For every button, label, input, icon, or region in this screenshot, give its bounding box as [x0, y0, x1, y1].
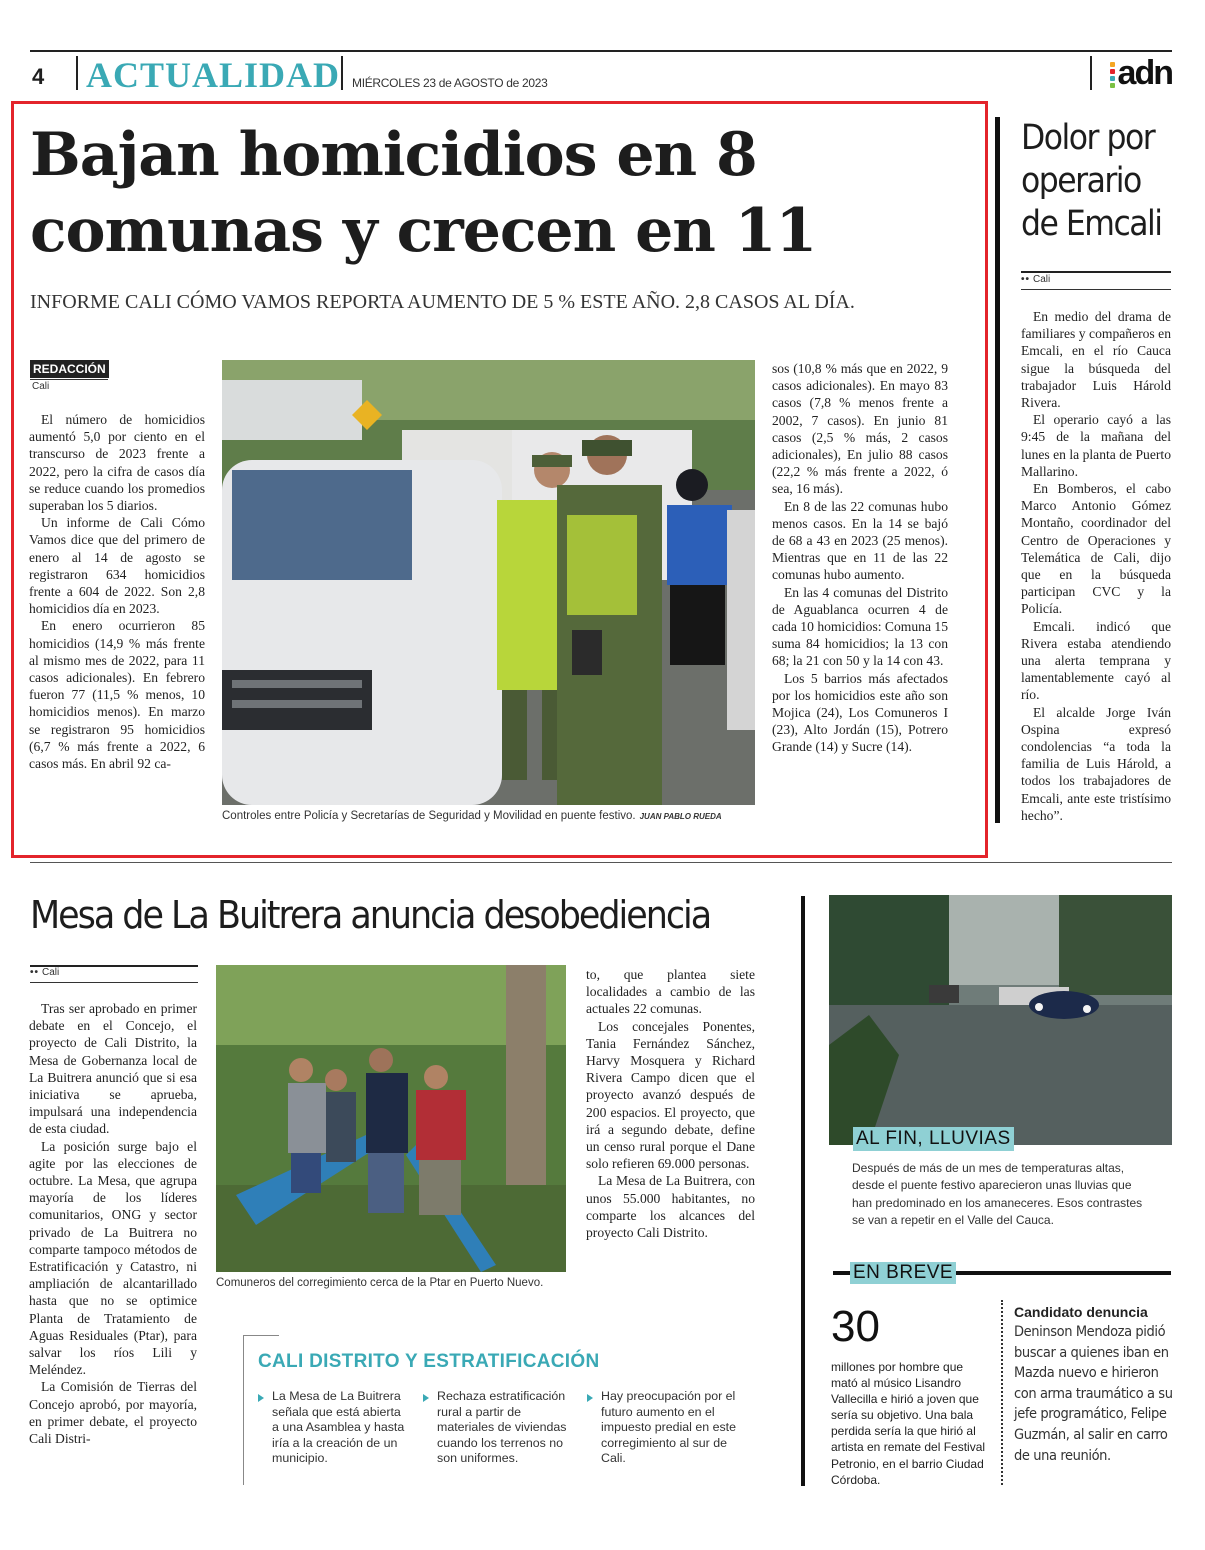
dateline-city: Cali — [32, 381, 50, 392]
paragraph: En enero ocurrieron 85 homicidios (14,9 % más frente al mismo mes de 2022, para 11 casos adicionales). En febrero fueron 77 (11,5 % menos, 10 homicidios menos). En marzo se registraron 95 homicidios (6,7 % más frente a 2022, 6 casos más. En abril 92 ca- — [29, 618, 205, 772]
infobox-cali-distrito — [243, 1335, 770, 1485]
mesa-photo-caption: Comuneros del corregimiento cerca de la Ptar en Puerto Nuevo. — [216, 1277, 544, 1289]
mesa-headline: Mesa de La Buitrera anuncia desobediencia — [30, 893, 711, 937]
police-checkpoint-illustration — [222, 360, 755, 805]
mesa-thin-rule — [30, 982, 198, 983]
rain-caption: Después de más de un mes de temperaturas altas, desde el puente festivo aparecieron unas lluvias que han predominado en los amaneceres. Esos contrastes se van a repetir en el Valle del Cauca. — [852, 1161, 1143, 1227]
infobox-bullet — [258, 1389, 408, 1467]
paragraph: Tras ser aprobado en primer debate en el Concejo, el proyecto de Cali Distrito, la Mesa de Gobernanza local de La Buitrera anunció que si esa iniciativa se aprueba, impulsará una independencia de esta ciudad. — [29, 1001, 197, 1137]
sidebar-column — [1021, 308, 1171, 824]
paragraph: En medio del drama de familiares y compañeros en Emcali, en el río Cauca sigue la búsqueda del trabajador Luis Hárold Rivera. — [1021, 309, 1171, 411]
brief-divider — [1001, 1300, 1003, 1485]
sidebar-divider — [995, 117, 1000, 823]
paragraph: Los 5 barrios más afectados por los homicidios este año son Mojica (24), Los Comuneros I (23), Alto Jordán (15), Potrero Grande (14) y Sucre (14). — [772, 670, 948, 755]
comuneros-illustration — [216, 965, 566, 1272]
masthead-divider — [341, 56, 343, 90]
paragraph: En Bomberos, el cabo Marco Antonio Gómez Montaño, coordinador del Centro de Operaciones y Telemática de Cali, dijo que en la búsqueda participan CVC y la Policía. — [1021, 481, 1171, 617]
paragraph: El número de homicidios aumentó 5,0 por ciento en el transcurso de 2023 frente a 2022, pero la cifra de casos día se reduce cuando los promedios superaban los 5 diarios. — [29, 412, 205, 514]
paragraph: La Mesa de La Buitrera, con unos 55.000 habitantes, no comparte los alcances del proyecto Cali Distrito. — [586, 1173, 755, 1241]
infobox-bullet — [423, 1389, 573, 1467]
photo-credit: JUAN PABLO RUEDA — [639, 812, 722, 821]
infobox-border — [243, 1335, 279, 1336]
sidebar-dateline — [1021, 274, 1050, 285]
dateline-city: Cali — [42, 967, 60, 978]
page-number: 4 — [32, 64, 45, 89]
paragraph: Emcali. indicó que Rivera estaba atendiendo una alerta temprana y lamentablemente cayó al río. — [1021, 618, 1171, 703]
right-column-divider — [801, 896, 805, 1486]
sidebar-thin-rule — [1021, 289, 1171, 290]
bullet-arrow-icon — [587, 1394, 593, 1402]
brief-item-body: Deninson Mendoza pidió buscar a quienes iban en Mazda nuevo e hirieron con arma traumático a su jefe programático, Felipe Guzmán, al salir en carro de una reunión. — [1014, 1324, 1173, 1464]
section-title: ACTUALIDAD — [86, 55, 341, 95]
bullet-text: Rechaza estratificación rural a partir de materiales de viviendas cuando los terrenos no son uniformes. — [437, 1389, 567, 1466]
paragraph: to, que plantea siete localidades a cambio de las actuales 22 comunas. — [586, 967, 755, 1017]
dateline-dots-icon: •• — [1021, 274, 1031, 285]
main-subhead: INFORME CALI CÓMO VAMOS REPORTA AUMENTO DE 5 % ESTE AÑO. 2,8 CASOS AL DÍA. — [30, 291, 855, 313]
mesa-column-1 — [29, 1000, 197, 1447]
dateline-dots-icon: •• — [30, 967, 40, 978]
bullet-arrow-icon — [423, 1394, 429, 1402]
police-checkpoint-photo — [222, 360, 755, 805]
masthead — [30, 50, 1172, 95]
byline-rule — [30, 379, 108, 380]
brief-item-title: Candidato denuncia — [1014, 1304, 1148, 1320]
adn-logo[interactable] — [1118, 54, 1172, 93]
paragraph: El operario cayó a las 9:45 de la mañana del lunes en la planta de Puerto Mallarino. — [1021, 412, 1171, 479]
logo-color-dots-icon — [1110, 62, 1116, 90]
caption-text: Controles entre Policía y Secretarías de Seguridad y Movilidad en puente festivo. — [222, 810, 636, 822]
byline: REDACCIÓN — [30, 360, 109, 378]
paragraph: El alcalde Jorge Iván Ospina expresó condolencias “a toda la familia de Luis Hárold, a todos los trabajadores de Emcali, ante este tristísimo hecho”. — [1021, 704, 1171, 823]
bullet-arrow-icon — [258, 1394, 264, 1402]
dateline-city: Cali — [1033, 274, 1051, 285]
main-story-column-3 — [772, 360, 948, 756]
bullet-text: La Mesa de La Buitrera señala que está abierta a una Asamblea y hasta iría a la creación de un municipio. — [272, 1389, 405, 1466]
sidebar-headline: Dolor por operario de Emcali — [1021, 118, 1162, 244]
main-story-column-1 — [29, 411, 205, 772]
rain-illustration — [829, 895, 1172, 1145]
logo-text: adn — [1117, 54, 1172, 92]
main-photo-caption — [222, 810, 722, 822]
bullet-text: Hay preocupación por el futuro aumento en el impuesto predial en este corregimiento al sur de Cali. — [601, 1389, 737, 1466]
en-breve-label: EN BREVE — [850, 1262, 956, 1284]
mesa-column-3 — [586, 966, 755, 1241]
comuneros-photo — [216, 965, 566, 1272]
paragraph: La Comisión de Tierras del Concejo aprobó, por mayoría, en primer debate, el proyecto Cali Distri- — [29, 1379, 197, 1447]
paragraph: Un informe de Cali Cómo Vamos dice que del primero de enero al 14 de agosto se registraron 634 homicidios frente a 604 de 2022. Son 2,8 homicidios día en 2023. — [29, 515, 205, 617]
brief-number: 30 — [831, 1302, 880, 1351]
section-divider — [30, 862, 1172, 863]
mesa-dateline — [30, 967, 59, 978]
infobox-title: CALI DISTRITO Y ESTRATIFICACIÓN — [258, 1351, 600, 1372]
main-headline: Bajan homicidios en 8 comunas y crecen en 11 — [30, 120, 817, 266]
paragraph: Los concejales Ponentes, Tania Fernández Sánchez, Harvy Mosquera y Richard Rivera Campo dicen que el proyecto avanzó después de 200 espacios. El proyecto, que irá a segundo debate, define un censo rural porque el Dane solo refieren 69.000 personas. — [586, 1018, 755, 1172]
paragraph: En 8 de las 22 comunas hubo menos casos. En la 14 se bajó de 68 a 43 en 2023 (25 menos). Mientras que en 11 de las 22 comunas hubo aumento. — [772, 498, 948, 583]
rain-label: AL FIN, LLUVIAS — [853, 1127, 1014, 1151]
masthead-divider — [1090, 56, 1092, 90]
infobox-bullet — [587, 1389, 737, 1467]
brief-text: millones por hombre que mató al músico Lisandro Vallecilla e hirió a joven que sería su objetivo. Una bala perdida sería la que hirió al artista en remate del Festival Petronio, en el barrio Ciudad Córdoba. — [831, 1360, 986, 1487]
masthead-divider — [76, 56, 78, 90]
infobox-border — [243, 1335, 244, 1485]
masthead-rule — [30, 50, 1172, 52]
issue-date: MIÉRCOLES 23 de AGOSTO de 2023 — [352, 76, 548, 90]
paragraph: La posición surge bajo el agite por las elecciones de octubre. La Mesa, que agrupa mayoría de los líderes comunitarios, ONG y sector privado de La Buitrera no comparte tampoco métodos de Estratificación y Catastro, ni ampliación de alcantarillado hasta que no se optimice Planta de Tratamiento de Aguas Residuales (Ptar), para salvar los ríos Lili y Meléndez. — [29, 1138, 197, 1378]
paragraph: En las 4 comunas del Distrito de Aguablanca ocurren 4 de cada 10 homicidios: Comuna 15 suma 84 homicidios; la 13 con 68; la 21 con 50 y la 14 con 43. — [772, 584, 948, 669]
sidebar-rule — [1021, 271, 1171, 273]
rain-photo — [829, 895, 1172, 1145]
paragraph: sos (10,8 % más que en 2022, 9 casos adicionales). En mayo 83 casos (7,8 % menos frente a 2002, 7 casos). En junio 81 casos (2,5 % más, 2 casos adicionales), En julio 88 casos (22,2 % más frente a 2022, ó sea, 16 más). — [772, 361, 948, 497]
